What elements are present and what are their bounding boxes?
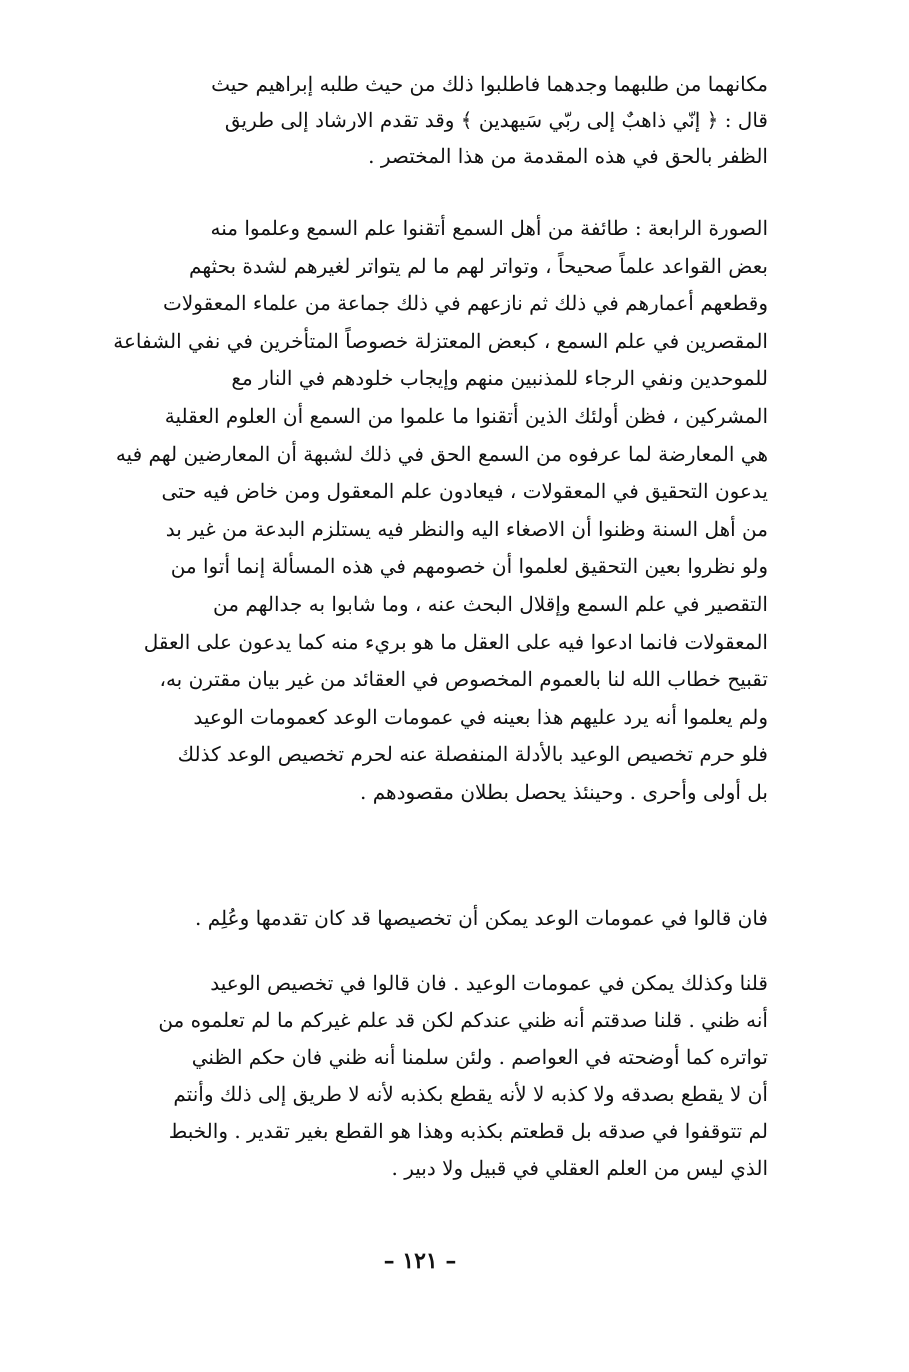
text-line: مكانهما من طلبهما وجدهما فاطلبوا ذلك من حيث طلبه إبراهيم حيث — [211, 72, 768, 96]
text-line: أن لا يقطع بصدقه ولا كذبه لا لأنه يقطع بكذبه لأنه لا طريق إلى ذلك وأنتم — [173, 1082, 768, 1106]
paragraph-3 — [108, 900, 768, 936]
text-line: قلنا وكذلك يمكن في عمومات الوعيد . فان قالوا في تخصيص الوعيد — [210, 971, 768, 995]
text-line: المقصرين في علم السمع ، كبعض المعتزلة خصوصاً المتأخرين في نفي الشفاعة — [113, 328, 768, 353]
text-line: من أهل السنة وظنوا أن الاصغاء اليه والنظر فيه يستلزم البدعة من غير بد — [165, 516, 768, 541]
text-line: أنه ظني . قلنا صدقتم أنه ظني عندكم لكن قد علم غيركم ما لم تعلموه من — [158, 1008, 768, 1032]
text-line: الذي ليس من العلم العقلي في قبيل ولا دبير . — [391, 1156, 768, 1180]
text-line: تقبيح خطاب الله لنا بالعموم المخصوص في العقائد من غير بيان مقترن به، — [159, 667, 768, 692]
page-number: – ١٢١ – — [383, 1248, 457, 1274]
text-line: للموحدين ونفي الرجاء للمذنبين منهم وإيجاب خلودهم في النار مع — [231, 366, 768, 391]
paragraph-1 — [108, 66, 768, 174]
paragraph-4 — [108, 965, 768, 1187]
text-line: الظفر بالحق في هذه المقدمة من هذا المختصر . — [368, 144, 768, 168]
text-line: بل أولى وأحرى . وحينئذ يحصل بطلان مقصودهم . — [360, 779, 768, 804]
text-line: هي المعارضة لما عرفوه من السمع الحق في ذلك لشبهة أن المعارضين لهم فيه — [115, 441, 768, 466]
text-line: فلو حرم تخصيص الوعيد بالأدلة المنفصلة عنه لحرم تخصيص الوعد كذلك — [177, 742, 768, 767]
text-line: لم تتوقفوا في صدقه بل قطعتم بكذبه وهذا هو القطع بغير تقدير . والخبط — [168, 1119, 768, 1143]
text-line: وقطعهم أعمارهم في ذلك ثم نازعهم في ذلك جماعة من علماء المعقولات — [163, 291, 768, 316]
text-line: يدعون التحقيق في المعقولات ، فيعادون علم المعقول ومن خاض فيه حتى — [161, 479, 768, 504]
text-line: ولو نظروا بعين التحقيق لعلموا أن خصومهم في هذه المسألة إنما أتوا من — [170, 554, 768, 579]
text-line: قال : ﴿ إنّي ذاهبٌ إلى ربّي سَيهدين ﴾ وقد تقدم الارشاد إلى طريق — [224, 108, 768, 132]
text-line: الصورة الرابعة : طائفة من أهل السمع أتقنوا علم السمع وعلموا منه — [210, 216, 768, 240]
text-line: تواتره كما أوضحته في العواصم . ولئن سلمنا أنه ظني فان حكم الظني — [191, 1045, 768, 1069]
text-line: ولم يعلموا أنه يرد عليهم هذا بعينه في عمومات الوعد كعمومات الوعيد — [193, 704, 768, 729]
text-line: فان قالوا في عمومات الوعد يمكن أن تخصيصها قد كان تقدمها وعُلِم . — [195, 906, 768, 930]
text-line: بعض القواعد علماً صحيحاً ، وتواتر لهم ما لم يتواتر لغيرهم لشدة بحثهم — [189, 253, 768, 278]
text-line: المعقولات فانما ادعوا فيه على العقل ما هو بريء منه كما يدعون على العقل — [143, 629, 768, 654]
text-line: التقصير في علم السمع وإقلال البحث عنه ، وما شابوا به جدالهم من — [213, 591, 768, 616]
paragraph-2 — [108, 210, 768, 849]
text-line: المشركين ، فظن أولئك الذين أتقنوا ما علموا من السمع أن العلوم العقلية — [164, 403, 768, 428]
text-line — [108, 812, 768, 850]
